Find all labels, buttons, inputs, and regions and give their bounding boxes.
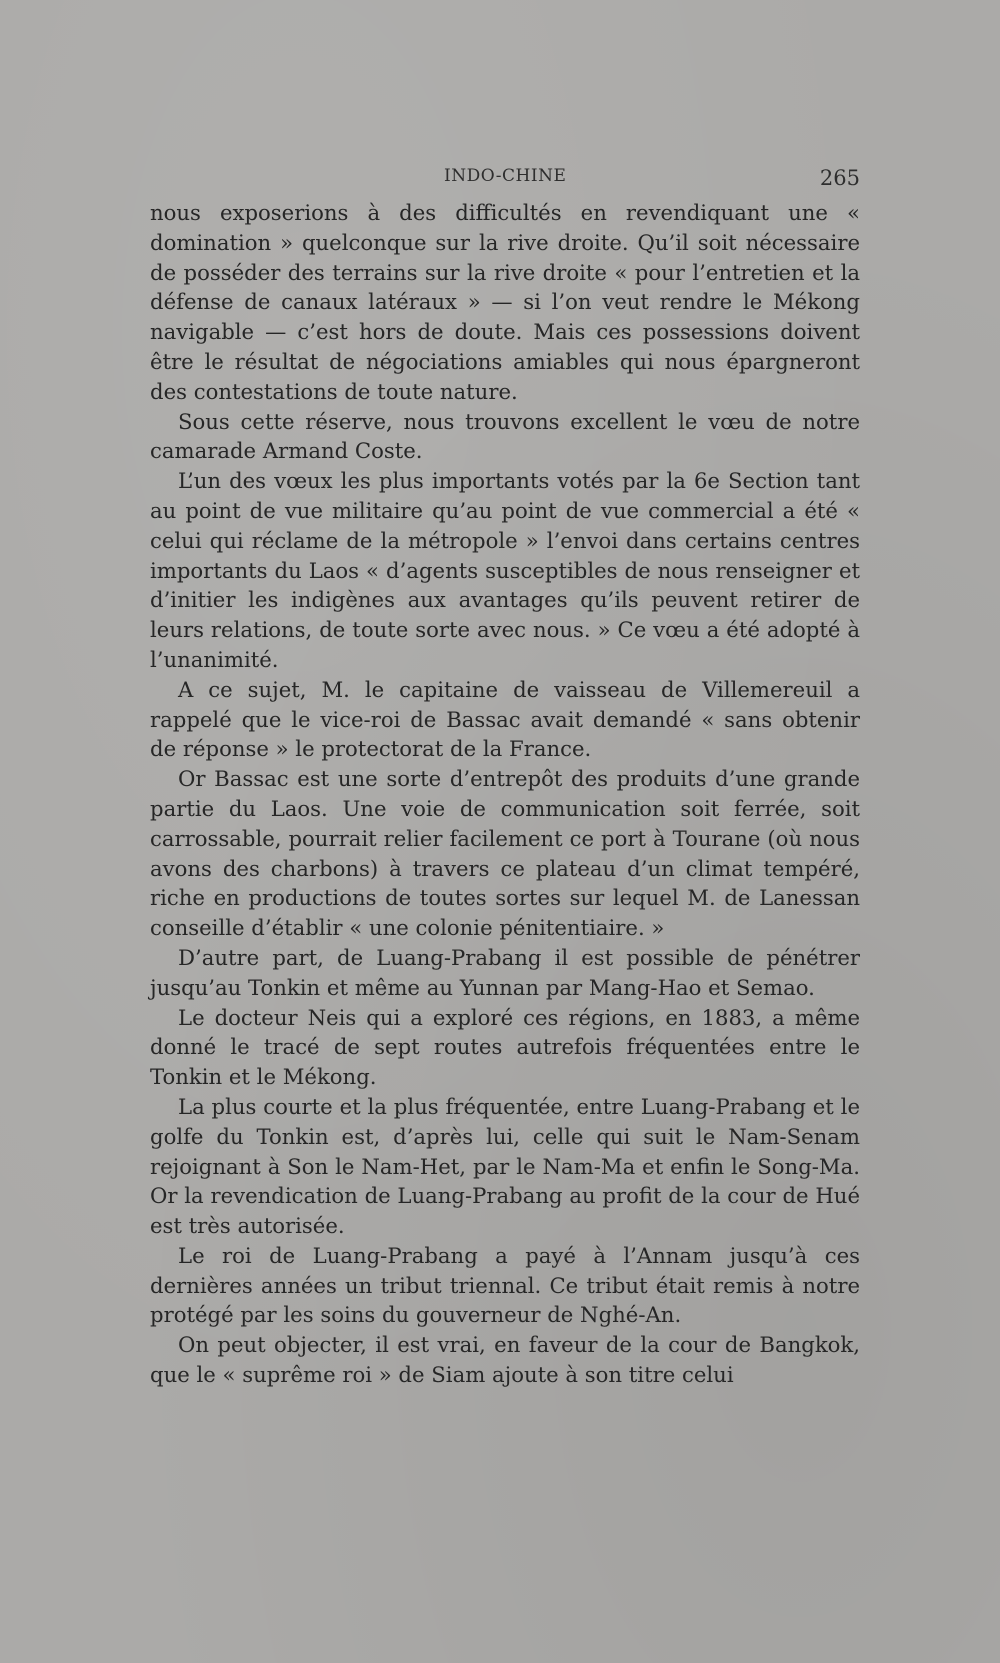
running-title: INDO-CHINE [444, 166, 567, 186]
paragraph-4: A ce sujet, M. le capitaine de vaisseau de Villemereuil a rappelé que le vice-roi de Bassac avait demandé « sans obtenir de réponse » le protectorat de la France. [150, 676, 860, 762]
paragraph-10: On peut objecter, il est vrai, en faveur de la cour de Bangkok, que le « suprême roi » de Siam ajoute à son titre celui [150, 1332, 860, 1388]
paragraph-2: Sous cette réserve, nous trouvons excellent le vœu de notre camarade Armand Coste. [150, 408, 860, 464]
page-header [150, 166, 860, 196]
paragraph-6: D’autre part, de Luang-Prabang il est possible de pénétrer jusqu’au Tonkin et même au Yunnan par Mang-Hao et Semao. [150, 944, 860, 1000]
paragraph-7: Le docteur Neis qui a exploré ces régions, en 1883, a même donné le tracé de sept routes autrefois fréquentées entre le Tonkin et le Mékong. [150, 1004, 860, 1090]
paragraph-5: Or Bassac est une sorte d’entrepôt des produits d’une grande partie du Laos. Une voie de communication soit ferrée, soit carrossable, pourrait relier facilement ce port à Tourane (où nous avons des charbons) à travers ce plateau d’un climat tempéré, riche en productions de toutes sortes sur lequel M. de Lanessan conseille d’établir « une colonie pénitentiaire. » [150, 766, 860, 941]
paragraph-8: La plus courte et la plus fréquentée, entre Luang-Prabang et le golfe du Tonkin est, d’après lui, celle qui suit le Nam-Senam rejoignant à Son le Nam-Het, par le Nam-Ma et enfin le Song-Ma. Or la revendication de Luang-Prabang au profit de la cour de Hué est très autorisée. [150, 1093, 860, 1239]
paragraph-1: nous exposerions à des difficultés en revendiquant une « domination » quelconque sur la rive droite. Qu’il soit nécessaire de posséder des terrains sur la rive droite « pour l’entretien et la défense de canaux latéraux » — si l’on veut rendre le Mékong navigable — c’est hors de doute. Mais ces possessions doivent être le résultat de négociations amiables qui nous épargneront des contestations de toute nature. [150, 200, 860, 404]
paragraph-9: Le roi de Luang-Prabang a payé à l’Annam jusqu’à ces dernières années un tribut triennal. Ce tribut était remis à notre protégé par les soins du gouverneur de Nghé-An. [150, 1242, 860, 1328]
body-text [150, 198, 860, 1390]
paragraph-3: L’un des vœux les plus importants votés par la 6e Section tant au point de vue militaire qu’au point de vue commercial a été « celui qui réclame de la métropole » l’envoi dans certains centres importants du Laos « d’agents susceptibles de nous renseigner et d’initier les indigènes aux avantages qu’ils peuvent retirer de leurs relations, de toute sorte avec nous. » Ce vœu a été adopté à l’unanimité. [150, 468, 860, 672]
page-number: 265 [819, 166, 860, 190]
